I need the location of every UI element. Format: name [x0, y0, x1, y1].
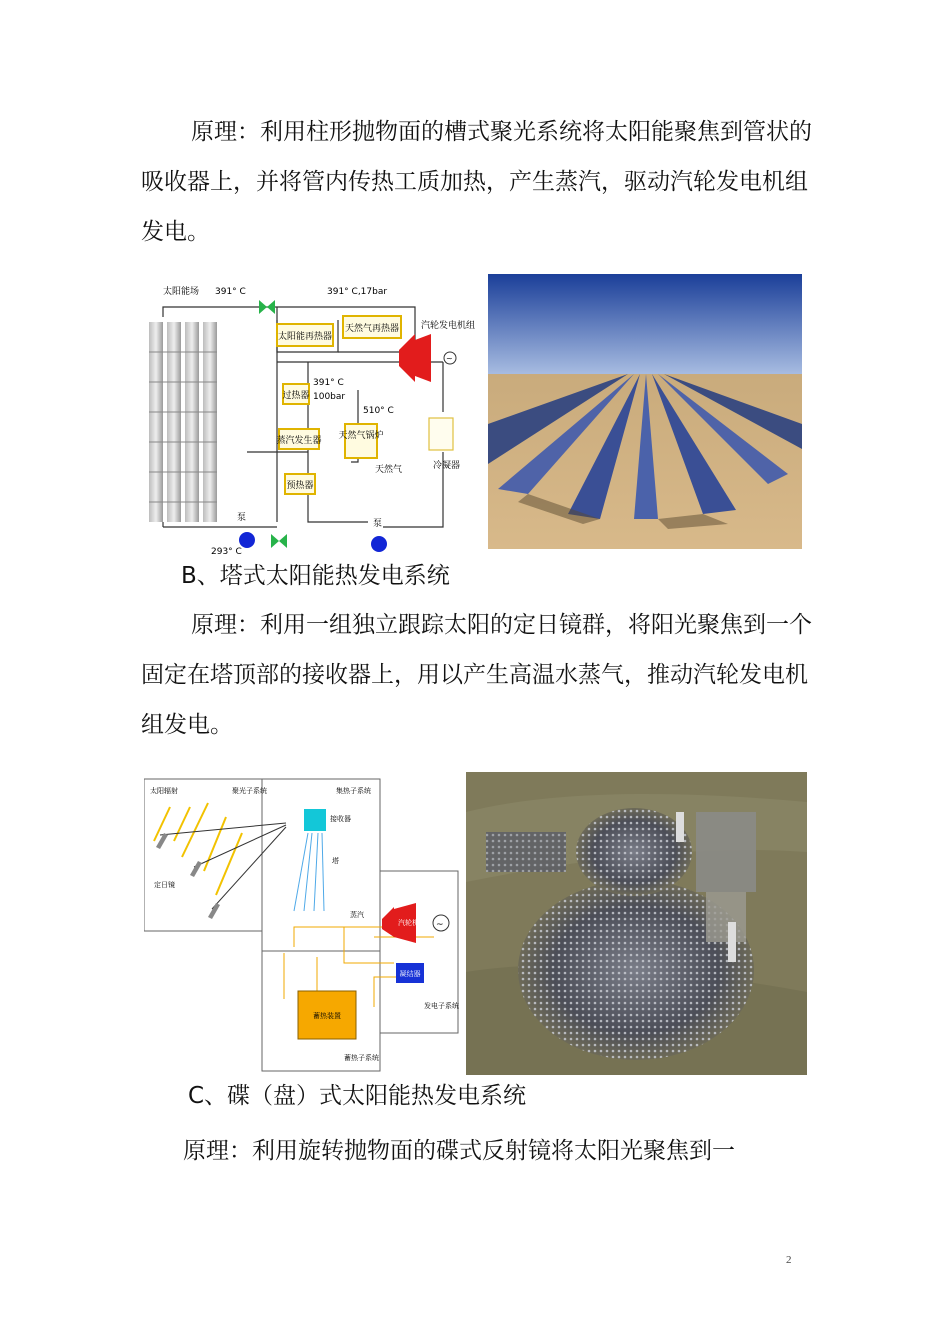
pump-left-label: 泵 [237, 513, 247, 523]
storage-subsystem-label: 蓄热子系统 [344, 1054, 379, 1062]
section-a-principle: 原理：利用柱形抛物面的槽式聚光系统将太阳能聚焦到管状的吸收器上，并将管内传热工质加热，产生蒸汽，驱动汽轮发电机组发电。 [141, 119, 812, 245]
temp-boiler-label: 510° C [363, 406, 394, 416]
condenser-label: 冷凝器 [433, 461, 461, 471]
pump-left-icon [239, 532, 255, 548]
section-b-principle: 原理：利用一组独立跟踪太阳的定日镜群，将阳光聚焦到一个固定在塔顶部的接收器上，用以产生高温水蒸气，推动汽轮发电机组发电。 [141, 612, 812, 738]
concentrator-label: 聚光子系统 [232, 787, 267, 795]
condenser-label: 凝结器 [399, 970, 421, 978]
superheater-label: 过热器 [282, 391, 310, 401]
turbine-label: 汽轮机 [398, 919, 419, 927]
field-label: 太阳能场 [163, 287, 200, 297]
storage-device-label: 蓄热装置 [313, 1012, 341, 1020]
heat-collection-label: 集热子系统 [336, 787, 371, 795]
section-c-heading: C、碟（盘）式太阳能热发电系统 [188, 1083, 527, 1109]
solar-reheater-label: 太阳能再热器 [277, 332, 333, 342]
turbine-label: 汽轮发电机组 [421, 321, 475, 331]
pump-right-label: 泵 [373, 519, 383, 529]
heliostat-label: 定日镜 [154, 881, 175, 889]
turbine-icon [399, 334, 415, 382]
section-b-heading: B、塔式太阳能热发电系统 [181, 563, 450, 589]
svg-text:~: ~ [436, 920, 444, 930]
steam-generator-label: 蒸汽发生器 [276, 436, 322, 446]
section-c-principle: 原理：利用旋转抛物面的碟式反射镜将太阳光聚焦到一 [183, 1138, 735, 1164]
pump-right-icon [371, 536, 387, 552]
trough-system-diagram [143, 272, 475, 560]
radiation-label: 太阳辐射 [150, 787, 178, 795]
trough-mirrors [149, 322, 217, 522]
svg-text:~: ~ [446, 354, 453, 363]
steam-label: 蒸汽 [350, 911, 364, 919]
temp-top-right-label: 391° C,17bar [327, 287, 388, 297]
receiver-label: 接收器 [330, 815, 351, 823]
temp-bottom-label: 293° C [211, 547, 242, 557]
trough-field-photo [488, 274, 802, 549]
gas-boiler-label: 天然气锅炉 [338, 431, 384, 441]
tower-label: 塔 [332, 857, 339, 865]
tower-system-diagram [144, 777, 460, 1073]
temp-superheat-label: 391° C [313, 378, 344, 388]
natural-gas-label: 天然气 [375, 465, 403, 475]
tower-field-photo [466, 772, 807, 1075]
receiver-icon [304, 809, 326, 831]
preheater-label: 预热器 [286, 481, 314, 491]
page-number: 2 [786, 1254, 792, 1266]
gas-reheater-label: 天然气再热器 [344, 324, 400, 334]
power-subsystem-label: 发电子系统 [424, 1002, 459, 1010]
temp-top-label: 391° C [215, 287, 246, 297]
pressure-superheat-label: 100bar [313, 392, 346, 402]
